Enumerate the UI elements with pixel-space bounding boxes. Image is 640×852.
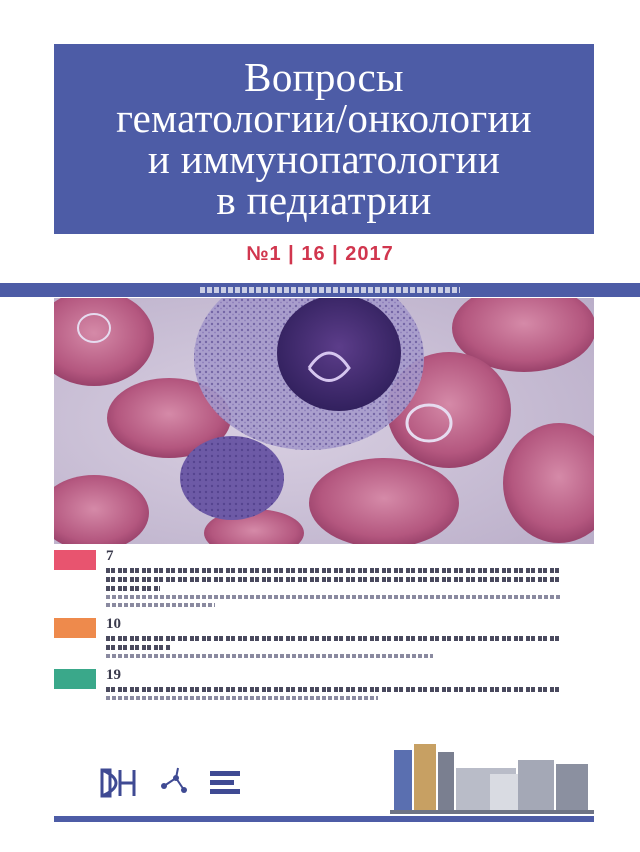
toc-text-line xyxy=(106,577,560,582)
toc-authors-line xyxy=(106,696,378,700)
toc-text-line xyxy=(106,645,170,650)
toc-text-line xyxy=(106,687,560,692)
toc-color-marker xyxy=(54,550,96,570)
journal-title-line-3: и иммунопатологии xyxy=(147,136,501,182)
publisher-logos xyxy=(98,764,240,802)
toc-authors-line xyxy=(106,595,560,599)
toc-page-number: 7 xyxy=(106,548,114,564)
journal-title-line-2: гематологии/онкологии xyxy=(116,95,532,141)
toc-page-number: 19 xyxy=(106,667,121,683)
toc-item[interactable] xyxy=(54,616,560,658)
toc-page-number: 10 xyxy=(106,616,121,632)
title-box xyxy=(54,44,594,234)
toc-text-line xyxy=(106,586,160,591)
table-of-contents xyxy=(54,548,560,700)
toc-authors-line xyxy=(106,654,433,658)
issue-number: №1 | 16 | 2017 xyxy=(246,243,394,265)
toc-item[interactable] xyxy=(54,548,560,607)
toc-authors-line xyxy=(106,603,215,607)
cover-image-blood-cells xyxy=(54,298,594,544)
toc-text-line xyxy=(106,568,560,573)
journal-title-line-4: в педиатрии xyxy=(216,177,432,223)
band-fine-print xyxy=(200,287,460,293)
toc-item[interactable] xyxy=(54,667,560,700)
publisher-monogram-logo xyxy=(98,764,142,802)
journal-title-line-1: Вопросы xyxy=(244,54,404,100)
footer-bar xyxy=(54,816,594,822)
society-emblem-logo xyxy=(154,764,198,802)
journal-stack-illustration xyxy=(390,744,594,816)
toc-color-marker xyxy=(54,618,96,638)
blood-smear-illustration xyxy=(54,298,594,544)
toc-color-marker xyxy=(54,669,96,689)
publisher-name-logo xyxy=(210,769,240,797)
toc-text-line xyxy=(106,636,560,641)
